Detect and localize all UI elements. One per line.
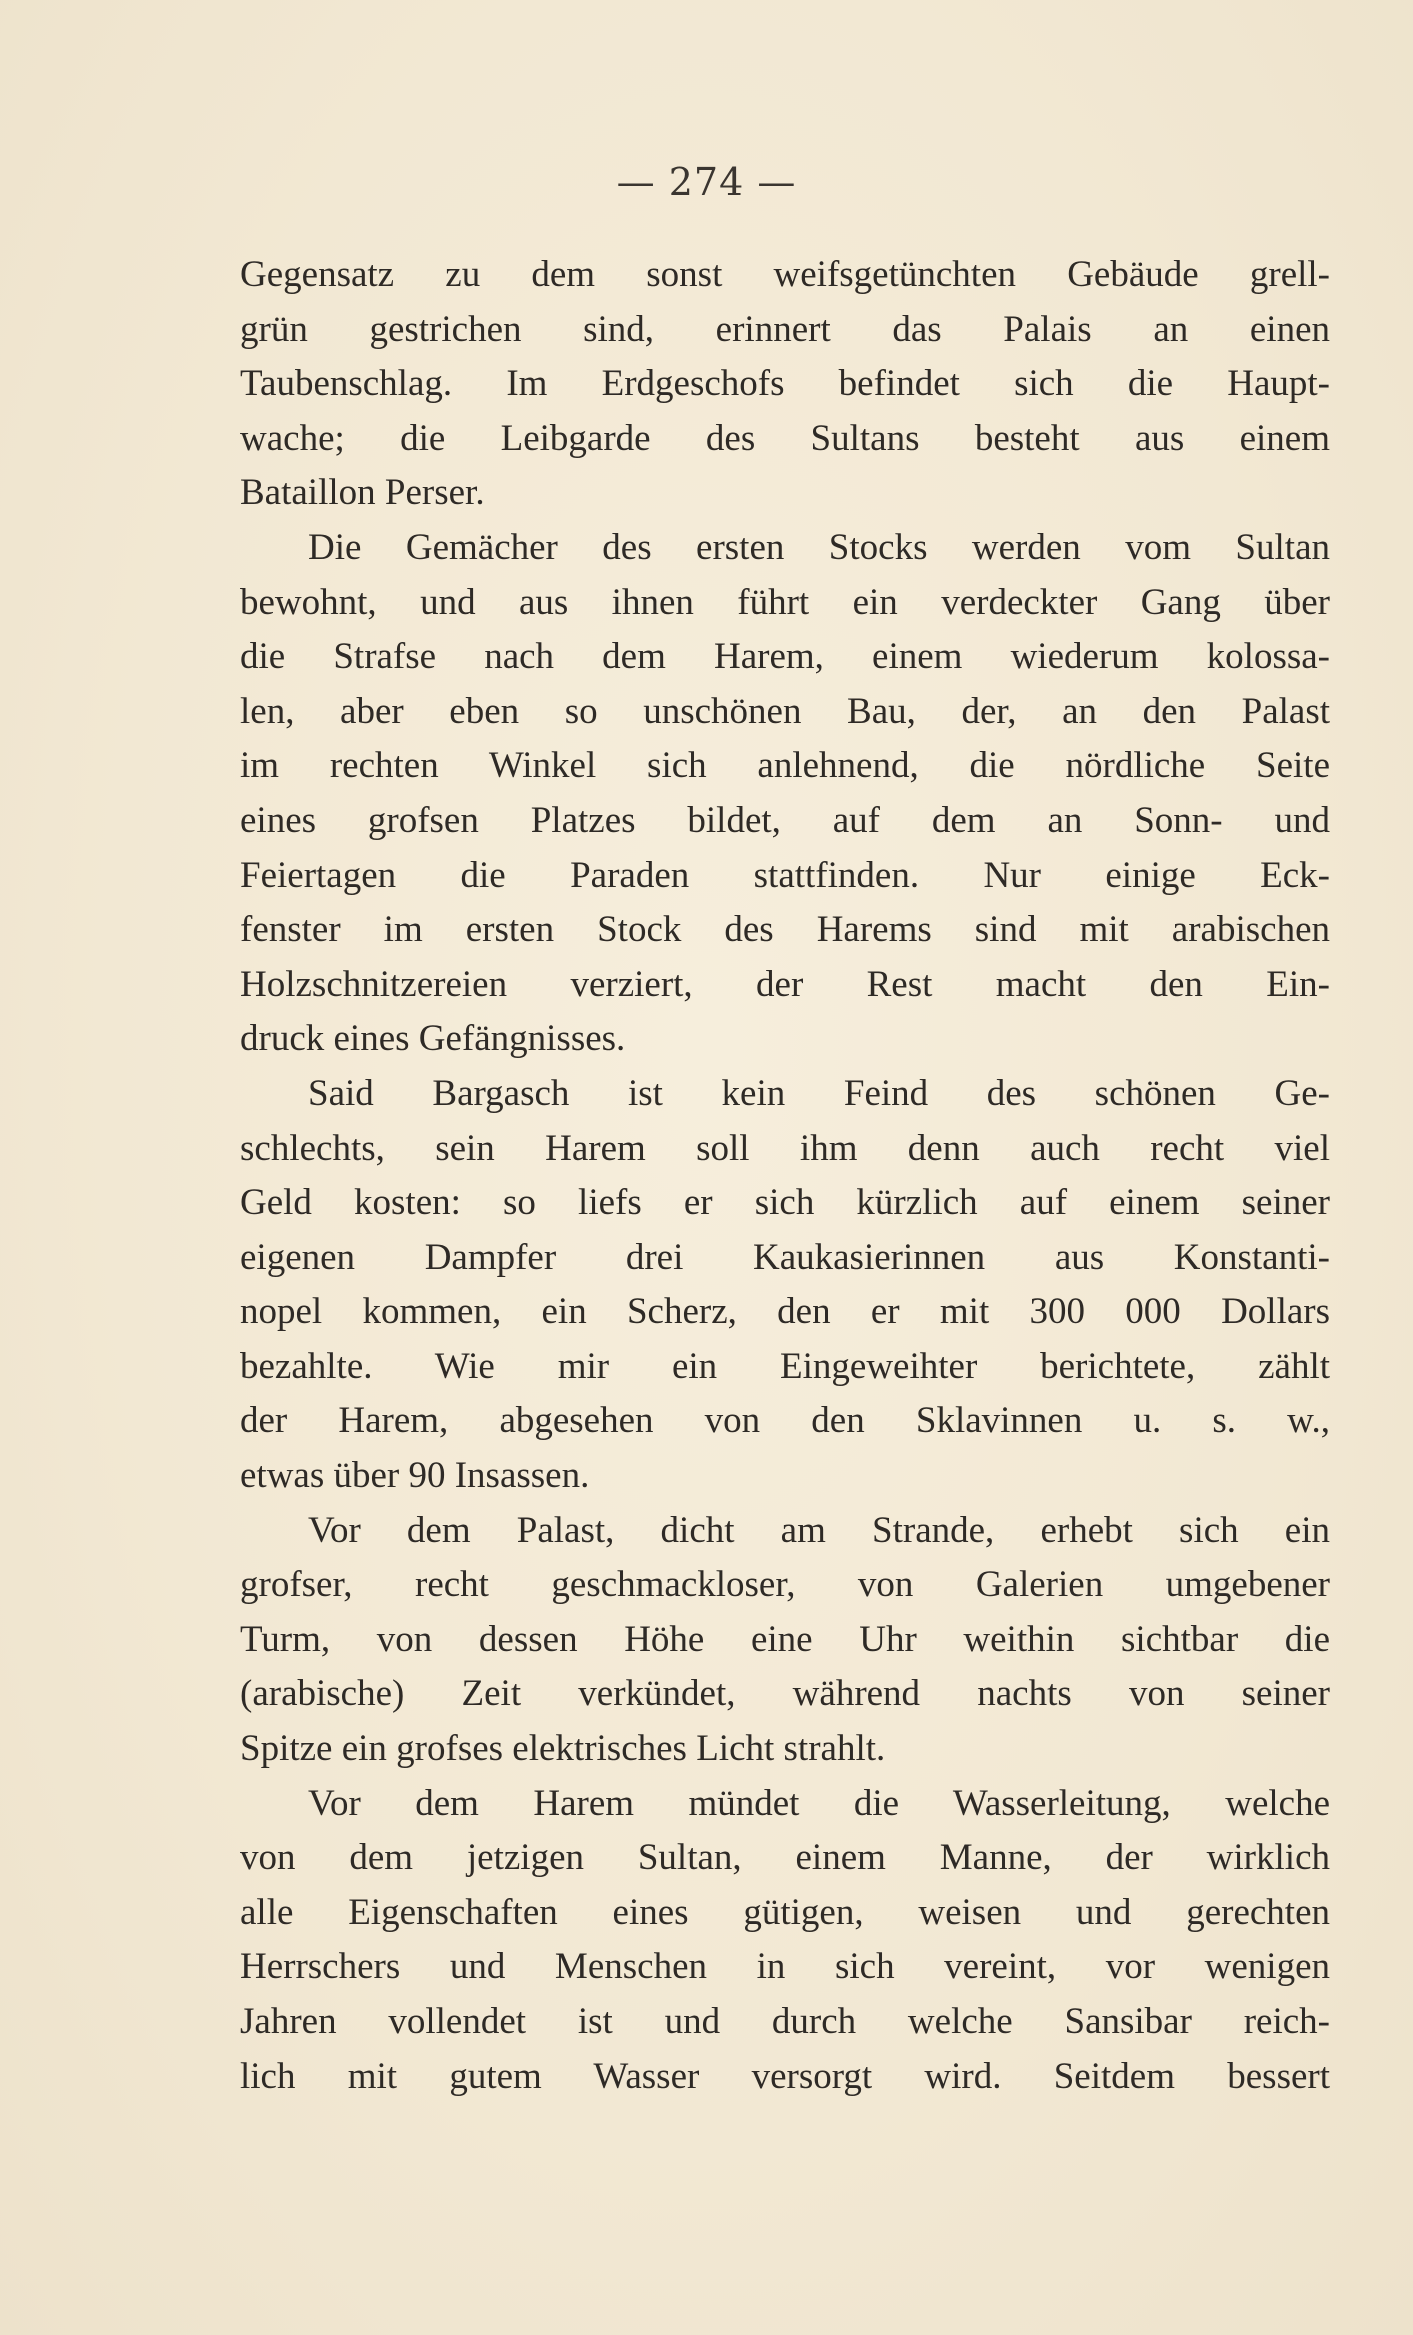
text-line: Spitze ein grofses elektrisches Licht strahlt. bbox=[240, 1728, 886, 1770]
text-line: Vor dem Palast, dicht am Strande, erhebt sich ein bbox=[308, 1509, 1330, 1551]
text-line: etwas über 90 Insassen. bbox=[240, 1455, 590, 1497]
text-line: fenster im ersten Stock des Harems sind mit arabischen bbox=[240, 909, 1330, 951]
text-line: grün gestrichen sind, erinnert das Palais an einen bbox=[240, 308, 1330, 350]
text-line: eigenen Dampfer drei Kaukasierinnen aus Konstanti- bbox=[240, 1236, 1330, 1278]
text-line: (arabische) Zeit verkündet, während nachts von seiner bbox=[240, 1673, 1330, 1715]
text-line: Holzschnitzereien verziert, der Rest macht den Ein- bbox=[240, 963, 1330, 1005]
text-line: Die Gemächer des ersten Stocks werden vom Sultan bbox=[308, 526, 1330, 568]
text-line: Bataillon Perser. bbox=[240, 472, 485, 514]
text-line: schlechts, sein Harem soll ihm denn auch recht viel bbox=[240, 1127, 1330, 1169]
text-line: Taubenschlag. Im Erdgeschofs befindet sich die Haupt- bbox=[240, 363, 1330, 405]
text-line: wache; die Leibgarde des Sultans besteht aus einem bbox=[240, 417, 1330, 459]
text-line: im rechten Winkel sich anlehnend, die nördliche Seite bbox=[240, 745, 1330, 787]
text-line: eines grofsen Platzes bildet, auf dem an Sonn- und bbox=[240, 799, 1330, 841]
text-line: Feiertagen die Paraden stattfinden. Nur einige Eck- bbox=[240, 854, 1330, 896]
text-line: die Strafse nach dem Harem, einem wiederum kolossa- bbox=[240, 636, 1330, 678]
text-line: bewohnt, und aus ihnen führt ein verdeckter Gang über bbox=[240, 581, 1330, 623]
text-line: bezahlte. Wie mir ein Eingeweihter berichtete, zählt bbox=[240, 1345, 1330, 1387]
text-line: len, aber eben so unschönen Bau, der, an den Palast bbox=[240, 690, 1330, 732]
text-line: Gegensatz zu dem sonst weifsgetünchten Gebäude grell- bbox=[240, 254, 1330, 295]
text-line: Said Bargasch ist kein Feind des schönen Ge- bbox=[308, 1072, 1330, 1114]
page-number: — 274 — bbox=[616, 160, 797, 204]
text-line: Herrschers und Menschen in sich vereint, vor wenigen bbox=[240, 1946, 1330, 1988]
text-line: druck eines Gefängnisses. bbox=[240, 1018, 626, 1060]
text-line: lich mit gutem Wasser versorgt wird. Seitdem bessert bbox=[240, 2055, 1330, 2097]
text-line: nopel kommen, ein Scherz, den er mit 300 000 Dollars bbox=[240, 1291, 1330, 1333]
text-line: Jahren vollendet ist und durch welche Sansibar reich- bbox=[240, 2001, 1330, 2042]
text-line: Geld kosten: so liefs er sich kürzlich auf einem seiner bbox=[240, 1182, 1330, 1224]
text-line: von dem jetzigen Sultan, einem Manne, der wirklich bbox=[240, 1837, 1330, 1879]
text-line: Vor dem Harem mündet die Wasserleitung, welche bbox=[308, 1782, 1330, 1824]
text-line: alle Eigenschaften eines gütigen, weisen und gerechten bbox=[240, 1891, 1330, 1933]
text-line: der Harem, abgesehen von den Sklavinnen u. s. w., bbox=[240, 1400, 1330, 1442]
text-line: Turm, von dessen Höhe eine Uhr weithin sichtbar die bbox=[240, 1618, 1330, 1660]
body-text bbox=[240, 248, 1330, 2104]
text-line: grofser, recht geschmackloser, von Galerien umgebener bbox=[240, 1564, 1330, 1606]
